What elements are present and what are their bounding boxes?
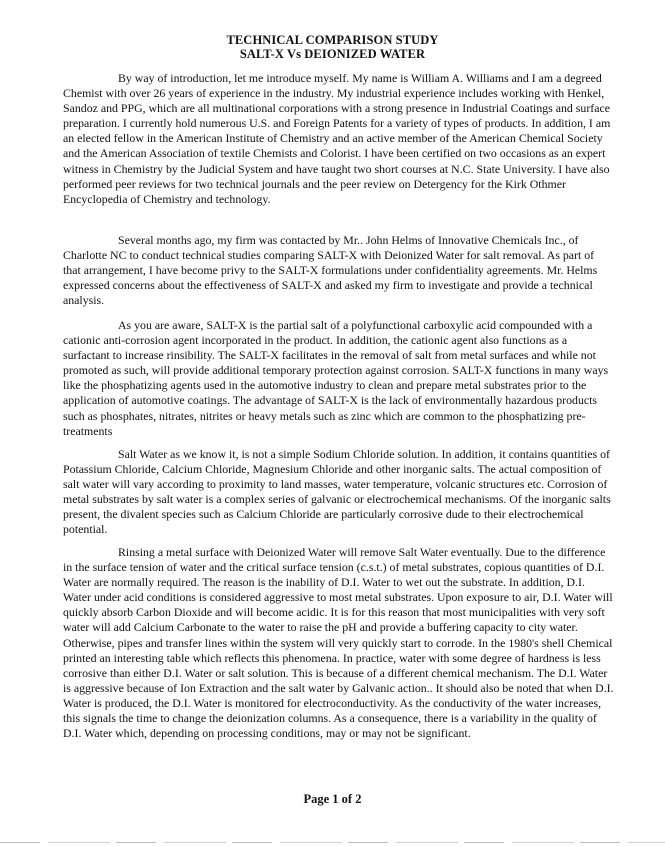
paragraph-salt-x-description: As you are aware, SALT-X is the partial salt of a polyfunctional carboxylic acid compounded with a cationic anti-corrosion agent incorporated in the product. In addition, the cationic agent also functions as a surfactant to increase rinsibility. The SALT-X facilitates in the removal of salt from metal surfaces and while not promoted as such, will provide additional temporary protection against corrosion. SALT-X functions in many ways like the phosphatizing agents used in the automotive industry to clean and prepare metal substrates prior to the application of automotive coatings. The advantage of SALT-X is the lack of environmentally hazardous products such as phosphates, nitrates, nitrites or heavy metals such as zinc which are common to the phosphatizing pre-treatments [63, 318, 609, 438]
paragraph-deionized-water: Rinsing a metal surface with Deionized Water will remove Salt Water eventually. Due to the difference in the surface tension of water and the critical surface tension (c.s.t.) of metal substrates, copious quantities of D.I. Water are normally required. The reason is the inability of D.I. Water to wet out the substrate. In addition, D.I. Water under acid conditions is considered aggressive to most metal substrates. Upon exposure to air, D.I. Water will quickly absorb Carbon Dioxide and will become acidic. It is for this reason that most municipalities with very soft water will add Calcium Carbonate to the water to raise the pH and provide a buffering capacity to city water. Otherwise, pipes and transfer lines within the system will very quickly start to corrode. In the 1980's shell Chemical printed an interesting table which reflects this phenomena. In practice, water with some degree of hardness is less corrosive than either D.I. Water or salt solution. This is because of a different chemical mechanism. The D.I. Water is aggressive because of Ion Extraction and the salt water by Galvanic action.. It should also be noted that when D.I. Water is produced, the D.I. Water is monitored for electroconductivity. As the conductivity of the water increases, this signals the time to change the deionization columns. As a consequence, there is a variability in the quality of D.I. Water which, depending on processing conditions, may or may not be significant. [63, 545, 614, 741]
paragraph-engagement: Several months ago, my firm was contacted by Mr.. John Helms of Innovative Chemicals Inc., of Charlotte NC to conduct technical studies comparing SALT-X with Deionized Water for salt removal. As part of that arrangement, I have become privy to the SALT-X formulations under confidentiality agreements. Mr. Helms expressed concerns about the effectiveness of SALT-X and asked my firm to investigate and provide a technical analysis. [63, 233, 598, 308]
document-title: TECHNICAL COMPARISON STUDY [226, 33, 439, 47]
scan-edge-divider [0, 842, 665, 843]
page-number: Page 1 of 2 [303, 792, 362, 806]
document-subtitle: SALT-X Vs DEIONIZED WATER [239, 47, 426, 61]
paragraph-introduction: By way of introduction, let me introduce myself. My name is William A. Williams and I am a degreed Chemist with over 26 years of experience in the industry. My industrial experience includes working with Henkel, Sandoz and PPG, which are all multinational corporations with a strong presence in Industrial Coatings and surface preparation. I currently hold numerous U.S. and Foreign Patents for a variety of types of products. In addition, I am an elected fellow in the American Institute of Chemistry and an active member of the American Chemical Society and the American Association of textile Chemists and Colorist. I have been certified on two occasions as an expert witness in Chemistry by the Judicial System and have taught two short courses at N.C. State University. I have also performed peer reviews for two technical journals and the peer review on Detergency for the Kirk Othmer Encyclopedia of Chemistry and technology. [63, 71, 611, 206]
paragraph-salt-water: Salt Water as we know it, is not a simple Sodium Chloride solution. In addition, it contains quantities of Potassium Chloride, Calcium Chloride, Magnesium Chloride and other inorganic salts. The actual composition of salt water will vary according to proximity to land masses, water temperature, volcanic structures etc. Corrosion of metal substrates by salt water is a complex series of galvanic or electrochemical mechanisms. Of the inorganic salts present, the divalent species such as Calcium Chloride are particularly corrosive dude to their electrochemical potential. [63, 447, 611, 537]
